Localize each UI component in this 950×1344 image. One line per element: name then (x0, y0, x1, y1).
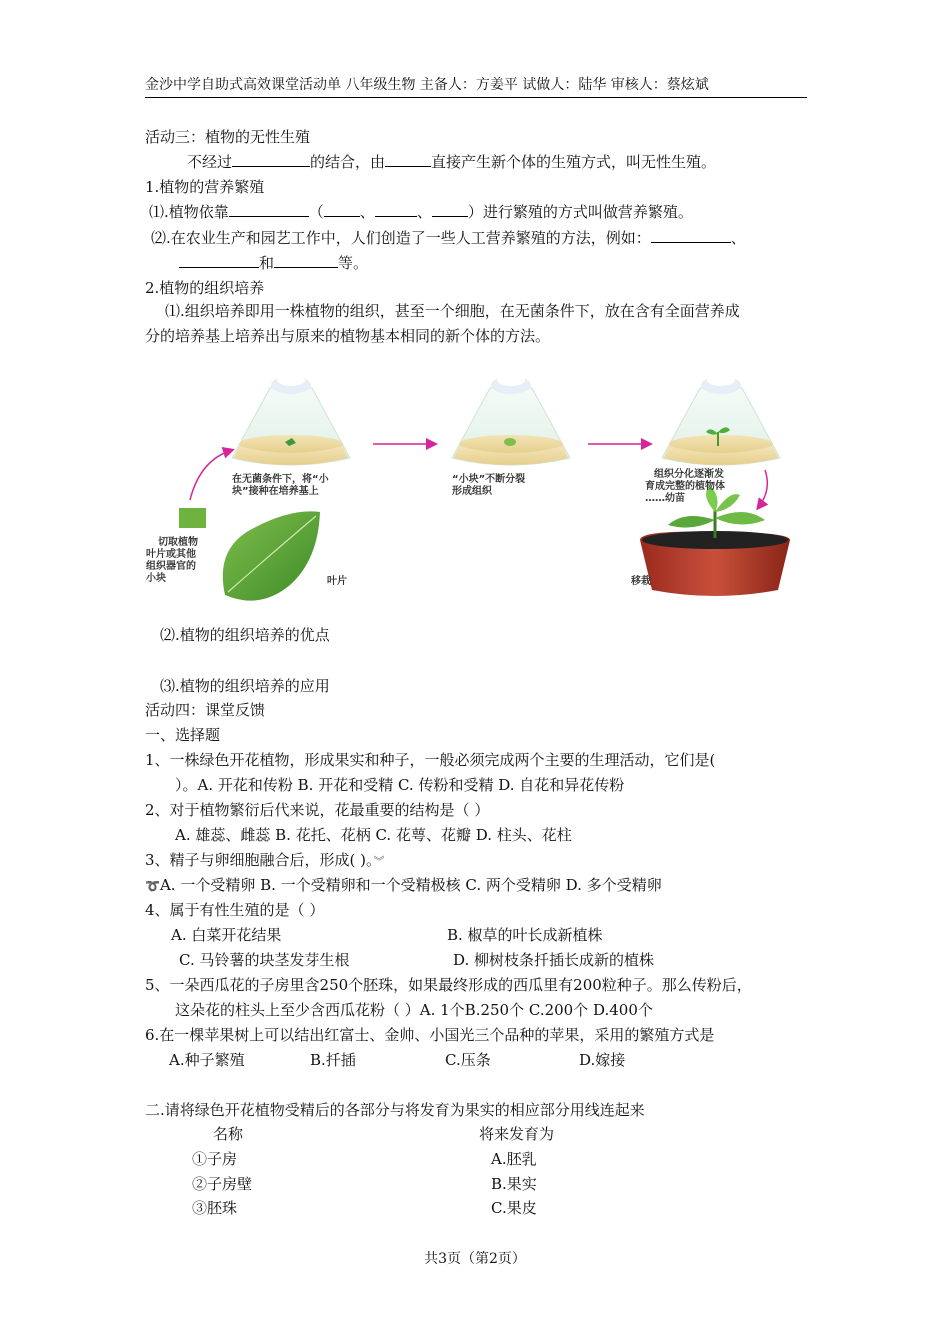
blank-field[interactable] (229, 202, 309, 217)
q3-options: ➰A. 一个受精卵 B. 一个受精卵和一个受精极核 C. 两个受精卵 D. 多个受精卵 (145, 876, 662, 894)
blank-field[interactable] (375, 202, 417, 217)
s1-item1: ⑴.植物依靠 （ 、 、 ）进行繁殖的方式叫做营养繁殖。 (149, 203, 693, 221)
q5-line2: 这朵花的柱头上至少含西瓜花粉（ ）A. 1个B.250个 C.200个 D.400个 (175, 1001, 653, 1019)
q2-options: A. 雄蕊、雌蕊 B. 花托、花柄 C. 花萼、花瓣 D. 柱头、花柱 (175, 826, 572, 844)
caption-cut-l3: 组织器官的 (146, 561, 196, 572)
blank-field[interactable] (432, 202, 468, 217)
caption-transplant: 移栽 (631, 576, 651, 587)
q1-line2: ）。A. 开花和传粉 B. 开花和受精 C. 传粉和受精 D. 自花和异花传粉 (175, 776, 625, 794)
q6-option-b: B.扦插 (310, 1051, 356, 1069)
definition-line: 不经过 的结合，由 直接产生新个体的生殖方式，叫无性生殖。 (187, 153, 717, 171)
q4-option-c: C. 马铃薯的块茎发芽生根 (179, 951, 350, 969)
caption-step3-l3: ……幼苗 (645, 493, 685, 504)
blank-field[interactable] (385, 152, 431, 167)
caption-step3-l1: 组织分化逐渐发 (654, 469, 724, 480)
activity3-title: 活动三：植物的无性生殖 (145, 128, 311, 146)
q4: 4、属于有性生殖的是（ ） (145, 901, 325, 919)
page-header: 金沙中学自助式高效课堂活动单 八年级生物 主备人：方姜平 试做人：陆华 审核人：蔡炫斌 (145, 74, 807, 98)
q1-line1: 1、一株绿色开花植物，形成果实和种子，一般必须完成两个主要的生理活动，它们是( (145, 751, 716, 769)
s2-item1-line2: 分的培养基上培养出与原来的植物基本相同的新个体的方法。 (145, 327, 551, 345)
q6-option-c: C.压条 (445, 1051, 491, 1069)
s2-item2: ⑵.植物的组织培养的优点 (160, 626, 330, 644)
caption-cut-l4: 小块 (146, 573, 166, 584)
caption-cut-l1: 切取植物 (158, 537, 198, 548)
page-footer: 共3页（第2页） (424, 1251, 526, 1267)
q4-option-b: B. 椒草的叶长成新植株 (447, 926, 603, 944)
column-right-header: 将来发育为 (479, 1125, 555, 1143)
caption-leaf: 叶片 (327, 576, 347, 587)
tissue-culture-figure (140, 360, 800, 620)
s1-item2-cont: 和 等。 (179, 253, 368, 273)
q2: 2、对于植物繁衍后代来说，花最重要的结构是（ ） (145, 801, 490, 819)
flask-3 (662, 374, 780, 465)
blank-field[interactable] (179, 253, 259, 268)
q4-option-a: A. 白菜开花结果 (171, 926, 282, 944)
caption-step1-l2: 块”接种在培养基上 (232, 486, 319, 497)
blank-field[interactable] (324, 202, 360, 217)
caption-cut-l2: 叶片或其他 (146, 549, 196, 560)
caption-step1-l1: 在无菌条件下，将“小 (232, 474, 329, 485)
section2-title: 2.植物的组织培养 (145, 279, 265, 297)
arrow-down (758, 470, 767, 508)
flask-2 (452, 374, 570, 465)
left-item[interactable]: ③胚珠 (192, 1199, 238, 1217)
activity4-title: 活动四：课堂反馈 (145, 701, 266, 719)
q3: 3、精子与卵细胞融合后，形成( )。︾ (145, 851, 385, 869)
blank-field[interactable] (232, 152, 310, 167)
part2-title: 二.请将绿色开花植物受精后的各部分与将发育为果实的相应部分用线连起来 (145, 1101, 645, 1119)
caption-step2-l1: “小块”不断分裂 (452, 474, 526, 485)
blank-field[interactable] (274, 253, 338, 268)
q5-line1: 5、一朵西瓜花的子房里含250个胚珠，如果最终形成的西瓜里有200粒种子。那么传粉后， (145, 976, 752, 994)
q6-option-a: A.种子繁殖 (169, 1051, 245, 1069)
q4-option-d: D. 柳树枝条扦插长成新的植株 (453, 951, 655, 969)
s2-item1-line1: ⑴.组织培养即用一株植物的组织，甚至一个细胞，在无菌条件下，放在含有全面营养成 (165, 302, 740, 320)
q6-option-d: D.嫁接 (579, 1051, 626, 1069)
arrow-up (190, 450, 232, 500)
s1-item2: ⑵.在农业生产和园艺工作中，人们创造了一些人工营养繁殖的方法，例如： 、 (151, 229, 746, 247)
q6: 6.在一棵苹果树上可以结出红富士、金帅、小国光三个品种的苹果，采用的繁殖方式是 (145, 1026, 715, 1044)
blank-field[interactable] (651, 228, 731, 243)
section1-title: 1.植物的营养繁殖 (145, 178, 265, 196)
column-left-header: 名称 (213, 1125, 244, 1143)
squiggle-icon: ➰ (145, 879, 160, 893)
left-item[interactable]: ②子房壁 (192, 1175, 253, 1193)
caption-step2-l2: 形成组织 (452, 486, 492, 497)
flask-1 (232, 374, 350, 465)
right-item[interactable]: A.胚乳 (491, 1150, 537, 1168)
double-chevron-icon: ︾ (373, 855, 385, 868)
caption-step3-l2: 育成完整的植物体 (645, 481, 725, 492)
leaf-piece (179, 508, 206, 528)
right-item[interactable]: B.果实 (491, 1175, 537, 1193)
right-item[interactable]: C.果皮 (491, 1199, 537, 1217)
leaf-image (223, 511, 320, 600)
part1-title: 一、选择题 (145, 726, 221, 744)
s2-item3: ⑶.植物的组织培养的应用 (160, 677, 330, 695)
left-item[interactable]: ①子房 (192, 1150, 238, 1168)
